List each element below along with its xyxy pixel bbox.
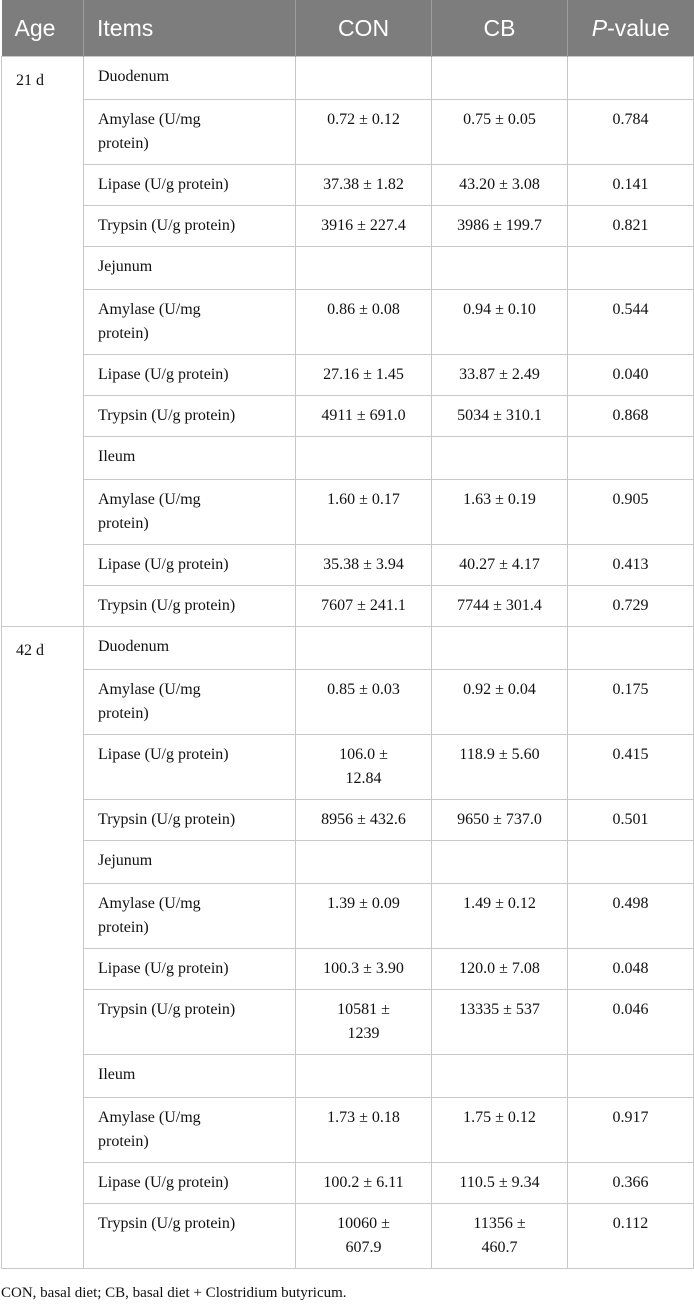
item-cell: Lipase (U/g protein) — [84, 165, 296, 206]
table-row — [2, 206, 694, 247]
cb-cell: 40.27 ± 4.17 — [432, 545, 568, 586]
item-cell: Amylase (U/mg protein) — [84, 100, 296, 165]
p-value-cell: 0.048 — [568, 949, 694, 990]
table-row — [2, 545, 694, 586]
section-label: Ileum — [84, 1055, 296, 1098]
cb-cell: 7744 ± 301.4 — [432, 586, 568, 627]
section-label: Ileum — [84, 437, 296, 480]
con-cell: 27.16 ± 1.45 — [296, 355, 432, 396]
header-age: Age — [2, 0, 84, 57]
section-label: Duodenum — [84, 627, 296, 670]
cb-cell: 120.0 ± 7.08 — [432, 949, 568, 990]
header-cb: CB — [432, 0, 568, 57]
table-row — [2, 100, 694, 165]
cb-cell: 110.5 ± 9.34 — [432, 1163, 568, 1204]
p-value-cell: 0.413 — [568, 545, 694, 586]
p-value-cell: 0.366 — [568, 1163, 694, 1204]
con-cell: 100.3 ± 3.90 — [296, 949, 432, 990]
header-items: Items — [84, 0, 296, 57]
con-cell: 4911 ± 691.0 — [296, 396, 432, 437]
con-cell: 35.38 ± 3.94 — [296, 545, 432, 586]
table-row — [2, 355, 694, 396]
cb-cell: 5034 ± 310.1 — [432, 396, 568, 437]
cb-cell: 13335 ± 537 — [432, 990, 568, 1055]
enzyme-activity-table — [1, 0, 694, 1269]
cb-cell: 1.75 ± 0.12 — [432, 1098, 568, 1163]
section-row — [2, 57, 694, 100]
p-value-cell: 0.112 — [568, 1204, 694, 1269]
section-row — [2, 627, 694, 670]
p-value-cell: 0.046 — [568, 990, 694, 1055]
cb-cell: 0.94 ± 0.10 — [432, 290, 568, 355]
section-label: Jejunum — [84, 247, 296, 290]
item-cell: Trypsin (U/g protein) — [84, 586, 296, 627]
con-cell: 1.39 ± 0.09 — [296, 884, 432, 949]
p-value-cell: 0.729 — [568, 586, 694, 627]
item-cell: Amylase (U/mg protein) — [84, 480, 296, 545]
item-cell: Trypsin (U/g protein) — [84, 396, 296, 437]
header-p-italic: P — [591, 14, 608, 41]
p-value-cell: 0.415 — [568, 735, 694, 800]
table-footnote: CON, basal diet; CB, basal diet + Clostridium butyricum. — [1, 1285, 347, 1301]
section-row — [2, 1055, 694, 1098]
item-cell: Amylase (U/mg protein) — [84, 290, 296, 355]
cb-cell: 33.87 ± 2.49 — [432, 355, 568, 396]
table-row — [2, 735, 694, 800]
con-cell: 10060 ± 607.9 — [296, 1204, 432, 1269]
p-value-cell: 0.501 — [568, 800, 694, 841]
cb-cell: 43.20 ± 3.08 — [432, 165, 568, 206]
con-cell: 1.73 ± 0.18 — [296, 1098, 432, 1163]
con-cell: 0.86 ± 0.08 — [296, 290, 432, 355]
cb-cell: 11356 ± 460.7 — [432, 1204, 568, 1269]
section-label: Duodenum — [84, 57, 296, 100]
con-cell: 10581 ± 1239 — [296, 990, 432, 1055]
header-p-rest: -value — [607, 14, 670, 41]
item-cell: Trypsin (U/g protein) — [84, 990, 296, 1055]
table-row — [2, 949, 694, 990]
con-cell: 8956 ± 432.6 — [296, 800, 432, 841]
table-row — [2, 800, 694, 841]
item-cell: Lipase (U/g protein) — [84, 545, 296, 586]
item-cell: Trypsin (U/g protein) — [84, 800, 296, 841]
con-cell: 1.60 ± 0.17 — [296, 480, 432, 545]
con-cell: 7607 ± 241.1 — [296, 586, 432, 627]
table-row — [2, 165, 694, 206]
item-cell: Lipase (U/g protein) — [84, 949, 296, 990]
p-value-cell: 0.917 — [568, 1098, 694, 1163]
item-cell: Lipase (U/g protein) — [84, 355, 296, 396]
item-cell: Lipase (U/g protein) — [84, 735, 296, 800]
cb-cell: 0.75 ± 0.05 — [432, 100, 568, 165]
age-cell: 42 d — [2, 627, 84, 1269]
con-cell: 0.72 ± 0.12 — [296, 100, 432, 165]
table-row — [2, 884, 694, 949]
cb-cell: 118.9 ± 5.60 — [432, 735, 568, 800]
table-row — [2, 396, 694, 437]
p-value-cell: 0.821 — [568, 206, 694, 247]
section-row — [2, 841, 694, 884]
con-cell: 3916 ± 227.4 — [296, 206, 432, 247]
item-cell: Amylase (U/mg protein) — [84, 884, 296, 949]
section-row — [2, 247, 694, 290]
p-value-cell: 0.040 — [568, 355, 694, 396]
p-value-cell: 0.905 — [568, 480, 694, 545]
item-cell: Amylase (U/mg protein) — [84, 1098, 296, 1163]
table-row — [2, 290, 694, 355]
header-con: CON — [296, 0, 432, 57]
con-cell: 106.0 ± 12.84 — [296, 735, 432, 800]
cb-cell: 3986 ± 199.7 — [432, 206, 568, 247]
cb-cell: 9650 ± 737.0 — [432, 800, 568, 841]
table-row — [2, 586, 694, 627]
section-row — [2, 437, 694, 480]
item-cell: Lipase (U/g protein) — [84, 1163, 296, 1204]
p-value-cell: 0.544 — [568, 290, 694, 355]
header-p-value — [568, 0, 694, 57]
cb-cell: 1.63 ± 0.19 — [432, 480, 568, 545]
table-row — [2, 670, 694, 735]
cb-cell: 0.92 ± 0.04 — [432, 670, 568, 735]
p-value-cell: 0.784 — [568, 100, 694, 165]
section-label: Jejunum — [84, 841, 296, 884]
table-row — [2, 480, 694, 545]
age-cell: 21 d — [2, 57, 84, 627]
item-cell: Trypsin (U/g protein) — [84, 206, 296, 247]
p-value-cell: 0.498 — [568, 884, 694, 949]
table-row — [2, 1163, 694, 1204]
con-cell: 100.2 ± 6.11 — [296, 1163, 432, 1204]
p-value-cell: 0.868 — [568, 396, 694, 437]
p-value-cell: 0.175 — [568, 670, 694, 735]
table-header-row — [2, 0, 694, 57]
p-value-cell: 0.141 — [568, 165, 694, 206]
cb-cell: 1.49 ± 0.12 — [432, 884, 568, 949]
table-row — [2, 990, 694, 1055]
table-row — [2, 1204, 694, 1269]
con-cell: 0.85 ± 0.03 — [296, 670, 432, 735]
con-cell: 37.38 ± 1.82 — [296, 165, 432, 206]
table-row — [2, 1098, 694, 1163]
item-cell: Trypsin (U/g protein) — [84, 1204, 296, 1269]
item-cell: Amylase (U/mg protein) — [84, 670, 296, 735]
